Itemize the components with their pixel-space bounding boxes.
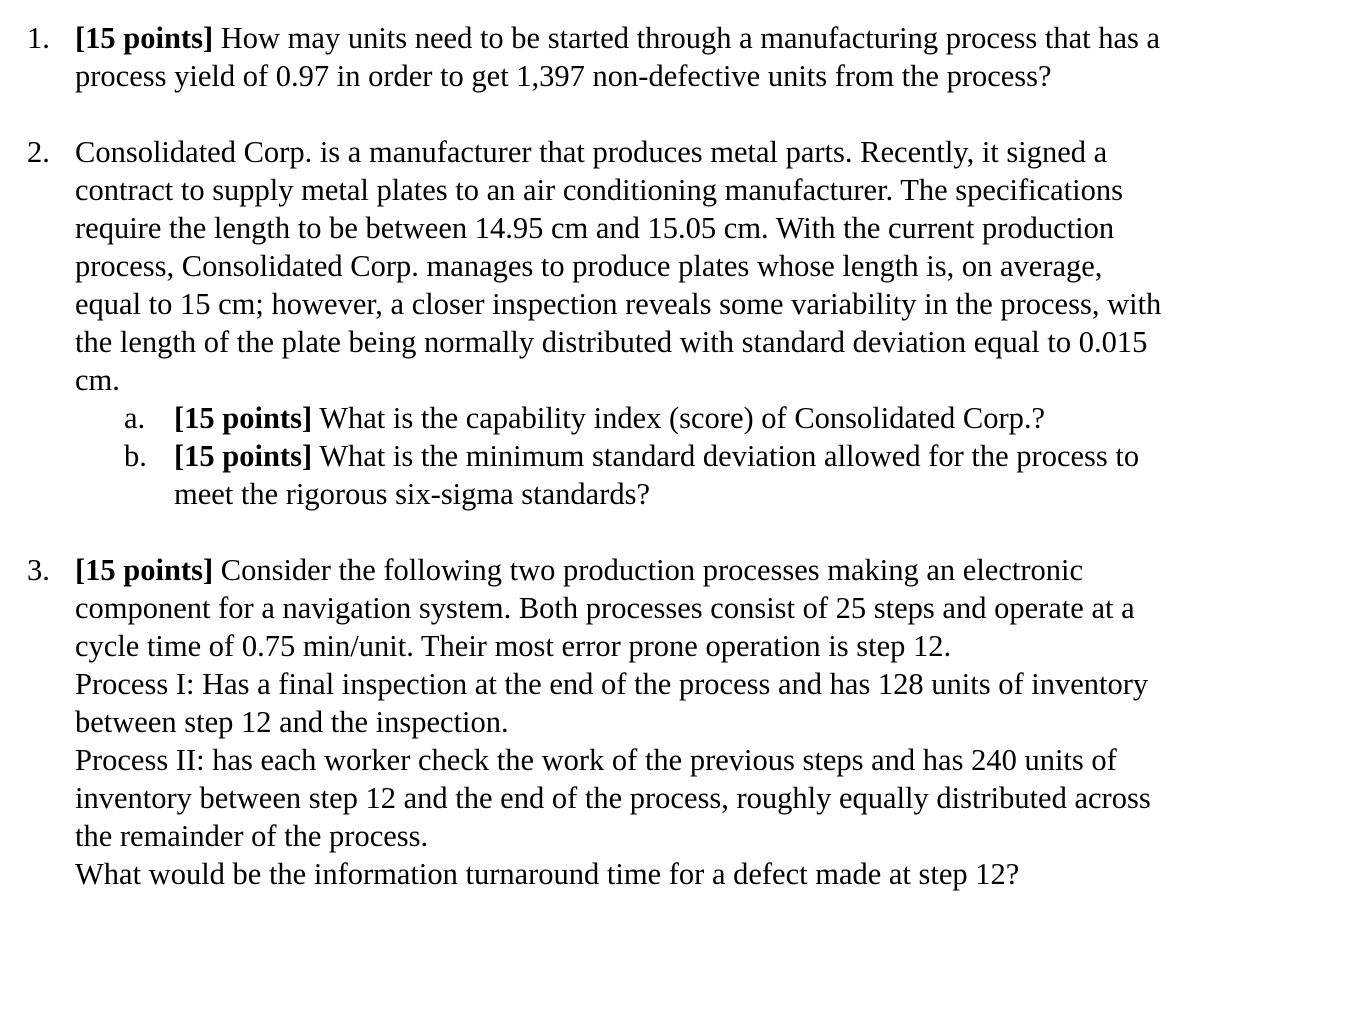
- question-number: 1.: [27, 21, 50, 55]
- question-line: [75, 19, 1275, 57]
- sub-question-line: [174, 437, 1275, 475]
- question-line: equal to 15 cm; however, a closer inspection reveals some variability in the process, with: [75, 287, 1162, 321]
- question-line: Process II: has each worker check the work of the previous steps and has 240 units of: [75, 743, 1117, 777]
- question-line: What would be the information turnaround time for a defect made at step 12?: [75, 857, 1020, 891]
- question-line: contract to supply metal plates to an air conditioning manufacturer. The specifications: [75, 173, 1123, 207]
- question-line: component for a navigation system. Both processes consist of 25 steps and operate at a: [75, 591, 1135, 625]
- question-number: 2.: [27, 135, 50, 169]
- sub-question-text: What is the capability index (score) of Consolidated Corp.?: [312, 401, 1046, 435]
- sub-question-line: [174, 399, 1275, 437]
- sub-question-list: [75, 399, 1275, 513]
- sub-question-b: [75, 437, 1275, 513]
- sub-question-text: What is the minimum standard deviation allowed for the process to: [312, 439, 1140, 473]
- points-label: [15 points]: [75, 21, 214, 55]
- points-label: [15 points]: [75, 553, 214, 587]
- question-2: [0, 133, 1275, 513]
- question-line: [75, 551, 1275, 589]
- question-line: process yield of 0.97 in order to get 1,397 non-defective units from the process?: [75, 59, 1052, 93]
- question-1: [0, 19, 1275, 95]
- question-line: cycle time of 0.75 min/unit. Their most error prone operation is step 12.: [75, 629, 952, 663]
- question-line: the length of the plate being normally distributed with standard deviation equal to 0.015: [75, 325, 1148, 359]
- question-line: Process I: Has a final inspection at the end of the process and has 128 units of inventory: [75, 667, 1149, 701]
- question-text: How may units need to be started through a manufacturing process that has a: [213, 21, 1161, 55]
- question-line: the remainder of the process.: [75, 819, 429, 853]
- sub-question-a: [75, 399, 1275, 437]
- problem-set: [0, 19, 1368, 893]
- question-text: Consider the following two production processes making an electronic: [213, 553, 1084, 587]
- question-line: process, Consolidated Corp. manages to produce plates whose length is, on average,: [75, 249, 1103, 283]
- question-line: Consolidated Corp. is a manufacturer that produces metal parts. Recently, it signed a: [75, 135, 1108, 169]
- sub-question-letter: b.: [124, 439, 147, 473]
- question-3: [0, 551, 1275, 893]
- question-line: cm.: [75, 363, 120, 397]
- sub-question-line: meet the rigorous six-sigma standards?: [174, 477, 651, 511]
- points-label: [15 points]: [174, 439, 313, 473]
- sub-question-letter: a.: [124, 401, 146, 435]
- points-label: [15 points]: [174, 401, 313, 435]
- question-line: require the length to be between 14.95 cm and 15.05 cm. With the current production: [75, 211, 1115, 245]
- question-line: between step 12 and the inspection.: [75, 705, 509, 739]
- question-line: inventory between step 12 and the end of the process, roughly equally distributed across: [75, 781, 1151, 815]
- question-number: 3.: [27, 553, 50, 587]
